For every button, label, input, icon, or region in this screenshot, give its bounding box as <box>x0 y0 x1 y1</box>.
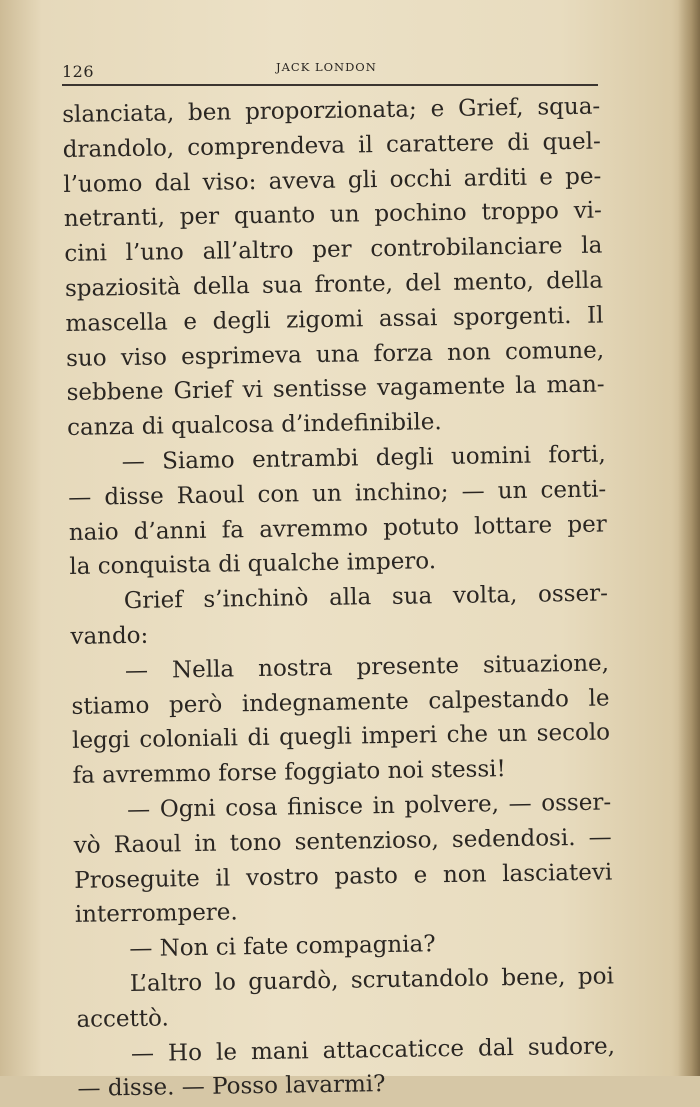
text-line: — disse Raoul con un inchino; — un centi- <box>68 476 607 511</box>
text-line: — Ho le mani attaccaticce dal sudore, <box>130 1032 616 1067</box>
page-edge-shadow <box>678 0 700 1076</box>
text-line: interrompere. <box>74 899 238 929</box>
text-line: vando: <box>70 622 149 650</box>
text-line: — Siamo entrambi degli uomini forti, <box>121 441 606 476</box>
body-text <box>62 90 616 1107</box>
text-line: sebbene Grief vi sentisse vagamente la man- <box>66 371 605 407</box>
text-line: fa avremmo forse foggiato noi stessi! <box>72 756 506 790</box>
text-line: Grief s’inchinò alla sua volta, osser- <box>123 580 609 615</box>
running-head-author: JACK LONDON <box>276 60 377 74</box>
text-line: accettò. <box>76 1005 169 1033</box>
text-line: L’altro lo guardò, scrutandolo bene, poi <box>129 963 615 997</box>
text-line: naio d’anni fa avremmo potuto lottare per <box>68 511 607 546</box>
text-line: l’uomo dal viso: aveva gli occhi arditi e pe- <box>63 163 602 198</box>
text-line: spaziosità della sua fronte, del mento, della <box>64 267 604 302</box>
text-line: Proseguite il vostro pasto e non lasciatevi <box>74 858 613 894</box>
text-line: slanciata, ben proporzionata; e Grief, squa- <box>62 93 601 128</box>
running-head <box>62 52 598 86</box>
text-line: la conquista di qualche impero. <box>69 548 437 581</box>
text-line: mascella e degli zigomi assai sporgenti. Il <box>65 302 604 337</box>
text-line: suo viso esprimeva una forza non comune, <box>65 337 605 372</box>
text-line: — Nella nostra presente situazione, <box>124 650 610 684</box>
text-line: stiamo però indegnamente calpestando le <box>71 685 610 720</box>
text-line: cini l’uno all’altro per controbilanciare la <box>64 232 603 268</box>
text-line: — Non ci fate compagnia? <box>129 931 436 963</box>
text-line: — disse. — Posso lavarmi? <box>77 1071 386 1103</box>
text-line: netranti, per quanto un pochino troppo vi- <box>63 197 603 233</box>
text-line: leggi coloniali di quegli imperi che un secolo <box>71 719 611 755</box>
text-line: vò Raoul in tono sentenzioso, sedendosi. — <box>73 824 612 859</box>
text-line: — Ogni cosa finisce in polvere, — osser- <box>126 789 612 823</box>
text-line: drandolo, comprendeva il carattere di quel- <box>62 128 601 163</box>
page-number: 126 <box>62 62 95 81</box>
text-line: canza di qualcosa d’indefinibile. <box>66 409 442 442</box>
